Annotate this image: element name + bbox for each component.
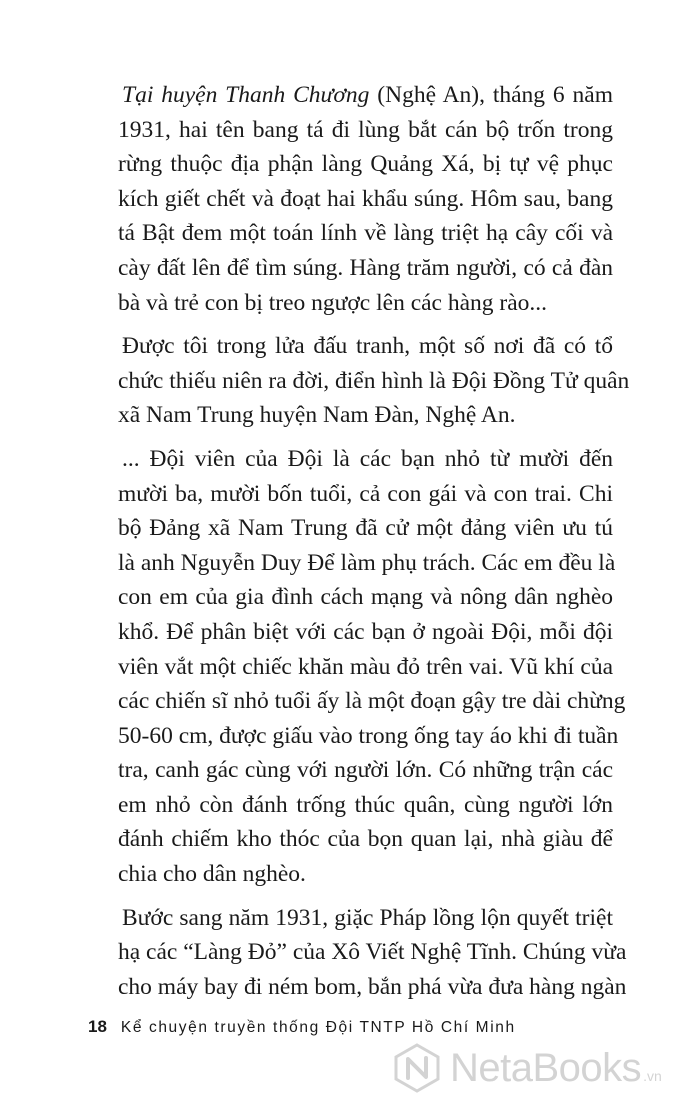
text-line: em nhỏ còn đánh trống thúc quân, cùng người lớn	[118, 791, 613, 818]
text-line: bộ Đảng xã Nam Trung đã cử một đảng viên ưu tú	[118, 515, 613, 542]
text-line: kích giết chết và đoạt hai khẩu súng. Hôm sau, bang	[118, 185, 613, 212]
text-line: rừng thuộc địa phận làng Quảng Xá, bị tự vệ phục	[118, 151, 613, 178]
paragraph-2	[118, 329, 630, 433]
page-footer	[88, 1017, 516, 1037]
text-line: chức thiếu niên ra đời, điển hình là Đội Đồng Tử quân	[118, 367, 630, 394]
italic-lead: Tại huyện Thanh Chương	[122, 82, 370, 108]
paragraph-3	[118, 442, 626, 892]
netabooks-logo-icon	[392, 1043, 442, 1093]
text-line: các chiến sĩ nhỏ tuổi ấy là một đoạn gậy tre dài chừng	[118, 688, 626, 715]
text-line: 1931, hai tên bang tá đi lùng bắt cán bộ trốn trong	[118, 116, 613, 143]
text-line: Bước sang năm 1931, giặc Pháp lồng lộn quyết triệt	[122, 904, 613, 931]
text-line: cho máy bay đi ném bom, bắn phá vừa đưa hàng ngàn	[118, 973, 627, 1000]
text-line: con em của gia đình cách mạng và nông dân nghèo	[118, 584, 613, 611]
body-text	[118, 78, 630, 1013]
watermark	[392, 1038, 662, 1098]
text-line: đánh chiếm kho thóc của bọn quan lại, nhà giàu để	[118, 826, 613, 853]
text-line: xã Nam Trung huyện Nam Đàn, Nghệ An.	[118, 402, 516, 429]
text-line: ... Đội viên của Đội là các bạn nhỏ từ mười đến	[122, 445, 613, 472]
text-line: cày đất lên để tìm súng. Hàng trăm người, có cả đàn	[118, 254, 613, 281]
text-line: mười ba, mười bốn tuổi, cả con gái và con trai. Chi	[118, 480, 613, 507]
text-line: tá Bật đem một toán lính về làng triệt hạ cây cối và	[118, 220, 613, 247]
text-line: là anh Nguyễn Duy Để làm phụ trách. Các em đều là	[118, 549, 616, 576]
text-line: Được tôi trong lửa đấu tranh, một số nơi đã có tổ	[122, 333, 613, 360]
text-line: bà và trẻ con bị treo ngược lên các hàng rào...	[118, 289, 548, 316]
page-number: 18	[88, 1017, 107, 1036]
text-line: 50-60 cm, được giấu vào trong ống tay áo khi đi tuần	[118, 722, 619, 749]
text-line	[118, 78, 613, 113]
running-title: Kể chuyện truyền thống Đội TNTP Hồ Chí Minh	[120, 1019, 516, 1036]
watermark-suffix: .vn	[643, 1068, 662, 1084]
text-line-rest: (Nghệ An), tháng 6 năm	[369, 82, 613, 108]
text-line: viên vắt một chiếc khăn màu đỏ trên vai. Vũ khí của	[118, 653, 613, 680]
watermark-brand: NetaBooks	[450, 1045, 642, 1090]
text-line: hạ các “Làng Đỏ” của Xô Viết Nghệ Tĩnh. Chúng vừa	[118, 939, 627, 966]
text-line: chia cho dân nghèo.	[118, 861, 306, 888]
text-line: khổ. Để phân biệt với các bạn ở ngoài Đội, mỗi đội	[118, 618, 613, 645]
text-line: tra, canh gác cùng với người lớn. Có những trận các	[118, 757, 613, 784]
paragraph-1	[118, 78, 613, 320]
paragraph-4	[118, 901, 627, 1005]
